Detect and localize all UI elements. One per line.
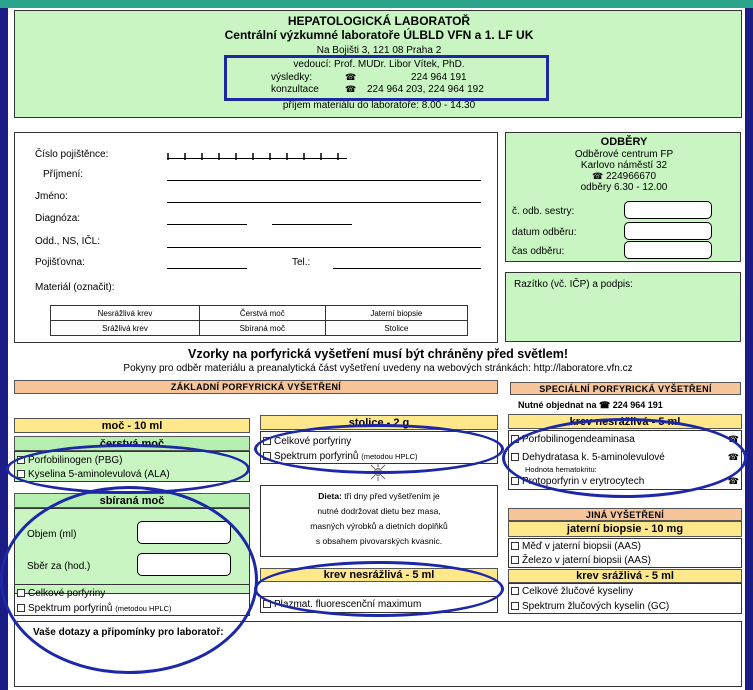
stool-method: (metodou HPLC) <box>361 452 418 461</box>
collection-hours: odběry 6.30 - 12.00 <box>580 182 668 193</box>
light-warning: Vzorky na porfyrická vyšetření musí být chráněny před světlem! <box>187 347 568 361</box>
bile-total-label: Celkové žlučové kyseliny <box>522 586 634 597</box>
lab-head: vedoucí: Prof. MUDr. Libor Vítek, PhD. <box>293 59 465 70</box>
top-strip <box>0 0 753 8</box>
stool-box <box>260 431 498 464</box>
material-option[interactable]: Sbíraná moč <box>199 321 325 336</box>
phone-icon: ☎ <box>727 434 739 444</box>
collected-urine-header: sbíraná moč <box>14 493 250 508</box>
results-label: výsledky: <box>271 72 313 83</box>
collection-center: Odběrové centrum FP <box>574 149 674 160</box>
insurance-no-field[interactable] <box>167 148 347 160</box>
lab-subtitle: Centrální výzkumné laboratoře ÚLBLD VFN a 1. LF UK <box>224 28 534 42</box>
liver-box <box>508 538 742 568</box>
protoporphyrin-label: Protoporfyrin v erytrocytech <box>522 476 645 487</box>
name-label: Jméno: <box>35 191 68 202</box>
liver-header: jaterní biopsie - 10 mg <box>508 521 742 537</box>
order-note-phone: 224 964 191 <box>612 400 663 410</box>
collection-title: ODBĚRY <box>600 136 648 148</box>
tel-label: Tel.: <box>292 257 311 268</box>
consult-label: konzultace <box>271 84 319 95</box>
surname-field[interactable] <box>167 180 481 181</box>
order-note <box>518 400 742 411</box>
insurer-field[interactable] <box>167 268 247 269</box>
other-title: JINÁ VYŠETŘENÍ <box>508 508 742 521</box>
stool-spectrum-option[interactable] <box>263 451 418 462</box>
material-option[interactable]: Nesrážlivá krev <box>51 306 200 321</box>
spectrum-method: (metodou HPLC) <box>115 604 172 613</box>
volume-label: Objem (ml) <box>27 529 77 540</box>
lab-address: Na Bojišti 3, 121 08 Praha 2 <box>316 45 442 56</box>
diagnosis-field-2[interactable] <box>272 224 352 225</box>
collection-time-input[interactable] <box>137 553 231 576</box>
material-option[interactable]: Čerstvá moč <box>199 306 325 321</box>
notes-label: Vaše dotazy a připomínky pro laboratoř: <box>33 627 224 638</box>
phone-icon: ☎ <box>727 452 739 462</box>
diet-box <box>260 485 498 557</box>
diet-line: nutné dodržovat dietu bez masa, <box>317 506 441 516</box>
bile-total-option[interactable] <box>511 586 633 597</box>
material-option[interactable]: Srážlivá krev <box>51 321 200 336</box>
plasma-label: Plazmat. fluorescenční maximum <box>274 599 422 610</box>
instructions-link[interactable]: Pokyny pro odběr materiálu a preanalytická část vyšetření uvedeny na webových stránkách: http://laboratore.vfn.cz <box>123 363 633 374</box>
pbgd-option[interactable] <box>511 434 739 445</box>
copper-label: Měď v jaterní biopsii (AAS) <box>522 541 641 552</box>
surname-label: Příjmení: <box>43 169 84 180</box>
patient-section <box>14 132 498 343</box>
material-option[interactable]: Jaterní biopsie <box>325 306 467 321</box>
total-porphyrins-label: Celkové porfyriny <box>28 588 106 599</box>
bile-spectrum-label: Spektrum žlučových kyselin (GC) <box>522 601 670 612</box>
collection-phone-row <box>506 171 742 182</box>
stool-header: stolice - 2 g <box>260 415 498 430</box>
material-label: Materiál (označit): <box>35 282 115 293</box>
iron-option[interactable] <box>511 555 651 566</box>
volume-input[interactable] <box>137 521 231 544</box>
stamp-label: Razítko (vč. IČP) a podpis: <box>514 279 633 290</box>
pbgd-label: Porfobilinogendeaminasa <box>522 434 635 445</box>
material-table <box>50 305 468 336</box>
total-porphyrins-option[interactable] <box>17 588 105 599</box>
date-input[interactable] <box>624 222 712 240</box>
bile-spectrum-option[interactable] <box>511 601 669 612</box>
tel-field[interactable] <box>333 268 481 269</box>
dehydratase-label: Dehydratasa k. 5-aminolevulové <box>522 452 665 463</box>
clot-header: krev srážlivá - 5 ml <box>508 569 742 583</box>
plasma-box <box>260 596 498 613</box>
collected-urine-box <box>14 508 250 594</box>
basic-title: ZÁKLADNÍ PORFYRICKÁ VYŠETŘENÍ <box>14 380 498 394</box>
intake-hours: příjem materiálu do laboratoře: 8.00 - 14.30 <box>282 100 476 111</box>
phone-icon: ☎ <box>345 72 357 82</box>
stool-total-option[interactable] <box>263 436 351 447</box>
collection-time-label: Sběr za (hod.) <box>27 561 91 572</box>
stool-total-label: Celkové porfyriny <box>274 436 352 447</box>
notes-box[interactable] <box>14 621 742 687</box>
name-field[interactable] <box>167 202 481 203</box>
urine-porphyrins-box <box>14 584 250 616</box>
time-input[interactable] <box>624 241 712 259</box>
phone-icon: ☎ <box>345 84 357 94</box>
bile-box <box>508 583 742 614</box>
date-label: datum odběru: <box>512 227 577 238</box>
iron-label: Železo v jaterní biopsii (AAS) <box>522 555 651 566</box>
phone-icon: ☎ <box>591 171 604 181</box>
pbg-label: Porfobilinogen (PBG) <box>28 455 123 466</box>
diagnosis-field-1[interactable] <box>167 224 247 225</box>
order-note-label: Nutné objednat na <box>518 400 597 410</box>
plasma-option[interactable] <box>263 599 421 610</box>
special-blood-header: krev nesrážlivá - 5 ml <box>508 414 742 429</box>
ala-option[interactable] <box>17 469 170 480</box>
special-blood-box <box>508 430 742 490</box>
highlight-rectangle <box>224 55 549 101</box>
diet-lead: Dieta: <box>318 491 342 501</box>
stool-spectrum-label: Spektrum porfyrinů <box>274 451 359 462</box>
urine-header: moč - 10 ml <box>14 418 250 433</box>
stamp-section <box>505 272 741 342</box>
insurance-no-label: Číslo pojištěnce: <box>35 149 109 160</box>
pbg-option[interactable] <box>17 455 123 466</box>
blood-header: krev nesrážlivá - 5 ml <box>260 568 498 582</box>
results-phone: 224 964 191 <box>411 72 467 83</box>
nurse-no-input[interactable] <box>624 201 712 219</box>
diet-line: tři dny před vyšetřením je <box>344 491 440 501</box>
collection-phone: 224966670 <box>605 171 657 182</box>
fresh-urine-header: čerstvá moč <box>14 436 250 451</box>
diet-line: masných výrobků a dietních doplňků <box>310 521 448 531</box>
collection-address: Karlovo náměstí 32 <box>580 160 668 171</box>
dehydratase-option[interactable] <box>511 452 739 463</box>
spectrum-option[interactable] <box>17 603 172 614</box>
copper-option[interactable] <box>511 541 641 552</box>
collection-section <box>505 132 741 262</box>
insurer-label: Pojišťovna: <box>35 257 85 268</box>
nurse-no-label: č. odb. sestry: <box>512 206 575 217</box>
phone-icon: ☎ <box>599 400 611 410</box>
material-option[interactable]: Stolice <box>325 321 467 336</box>
ala-label: Kyselina 5-aminolevulová (ALA) <box>28 469 170 480</box>
sun-icon <box>367 463 389 486</box>
lab-title: HEPATOLOGICKÁ LABORATOŘ <box>287 14 471 28</box>
time-label: čas odběru: <box>512 246 565 257</box>
protoporphyrin-option[interactable] <box>511 476 739 487</box>
phone-icon: ☎ <box>727 476 739 486</box>
consult-phone: 224 964 203, 224 964 192 <box>367 84 484 95</box>
special-title: SPECIÁLNÍ PORFYRICKÁ VYŠETŘENÍ <box>510 382 741 395</box>
spectrum-label: Spektrum porfyrinů <box>28 603 113 614</box>
department-label: Odd., NS, IČL: <box>35 236 101 247</box>
diagnosis-label: Diagnóza: <box>35 213 81 224</box>
fresh-urine-box <box>14 451 250 482</box>
diet-line: s obsahem pivovarských kvasnic. <box>315 536 443 546</box>
department-field[interactable] <box>167 247 481 248</box>
hematocrit-label: Hodnota hematokritu: <box>525 465 597 474</box>
